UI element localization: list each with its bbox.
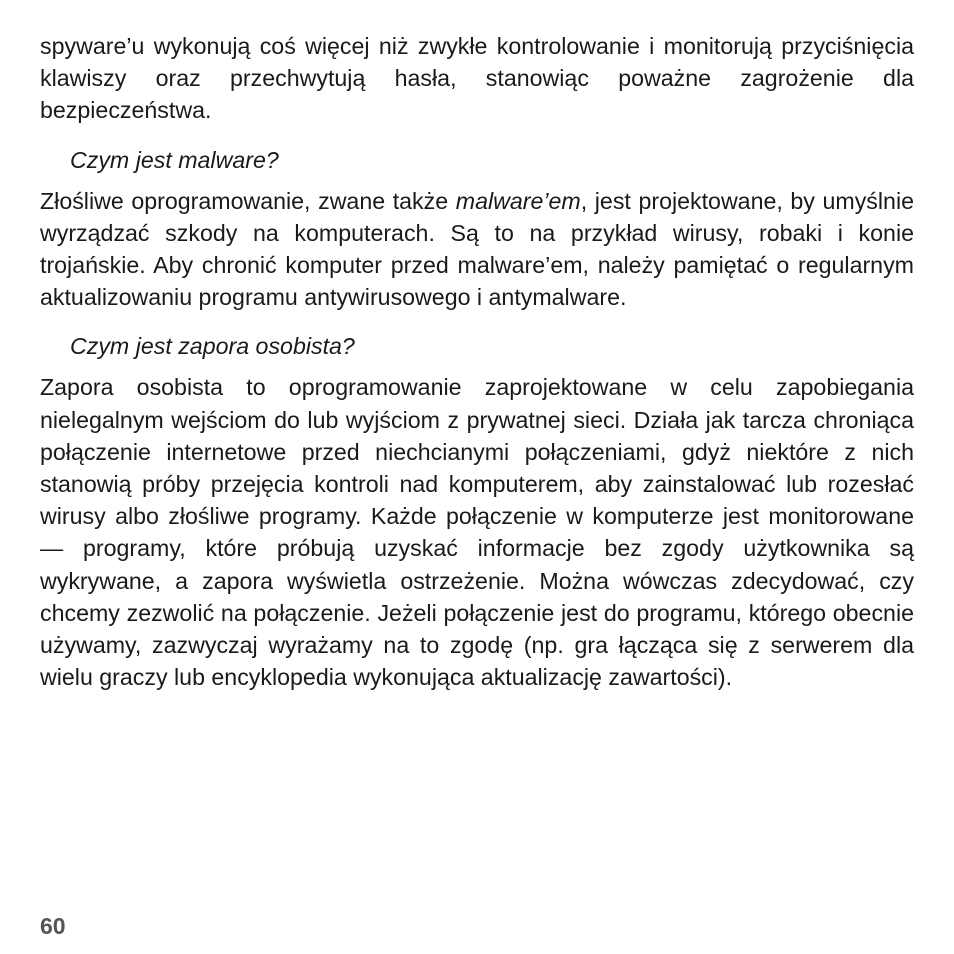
page-number: 60 <box>40 913 66 939</box>
document-body <box>40 30 914 693</box>
heading-what-is-malware: Czym jest malware? <box>70 146 279 173</box>
paragraph-firewall: Zapora osobista to oprogramowanie zaprojektowane w celu zapobiegania nielegalnym wejściom do lub wyjściom z prywatnej sieci. Działa jak tarcza chroniąca połączenie internetowe przed niechcianymi połączeniami, gdyż niektóre z nich stanowią próby przejęcia kontroli nad komputerem, aby zainstalować lub rozesłać wirusy albo złośliwe programy. Każde połączenie w komputerze jest monitorowane — programy, które próbują uzyskać informacje bez zgody użytkownika są wykrywane, a zapora wyświetla ostrzeżenie. Można wówczas zdecydować, czy chcemy zezwolić na połączenie. Jeżeli połączenie jest do programu, którego obecnie używamy, zazwyczaj wyrażamy na to zgodę (np. gra łącząca się z serwerem dla wielu graczy lub encyklopedia wykonująca aktualizację zawartości). <box>40 374 914 691</box>
malware-term: malware’em <box>455 187 581 214</box>
paragraph-spyware: spyware’u wykonują coś więcej niż zwykłe kontrolowanie i monitorują przyciśnięcia klawiszy oraz przechwytują hasła, stanowiąc poważne zagrożenie dla bezpieczeństwa. <box>40 33 914 124</box>
paragraph-malware <box>40 185 914 314</box>
paragraph-malware-rest: , jest projektowane, by umyślnie wyrządzać szkody na komputerach. Są to na przykład wirusy, robaki i konie trojańskie. Aby chronić komputer przed malware’em, należy pamiętać o regularnym aktualizowaniu programu antywirusowego i antymalware. <box>40 187 914 311</box>
paragraph-malware-start: Złośliwe oprogramowanie, zwane także <box>40 187 456 214</box>
heading-what-is-firewall: Czym jest zapora osobista? <box>70 333 355 360</box>
